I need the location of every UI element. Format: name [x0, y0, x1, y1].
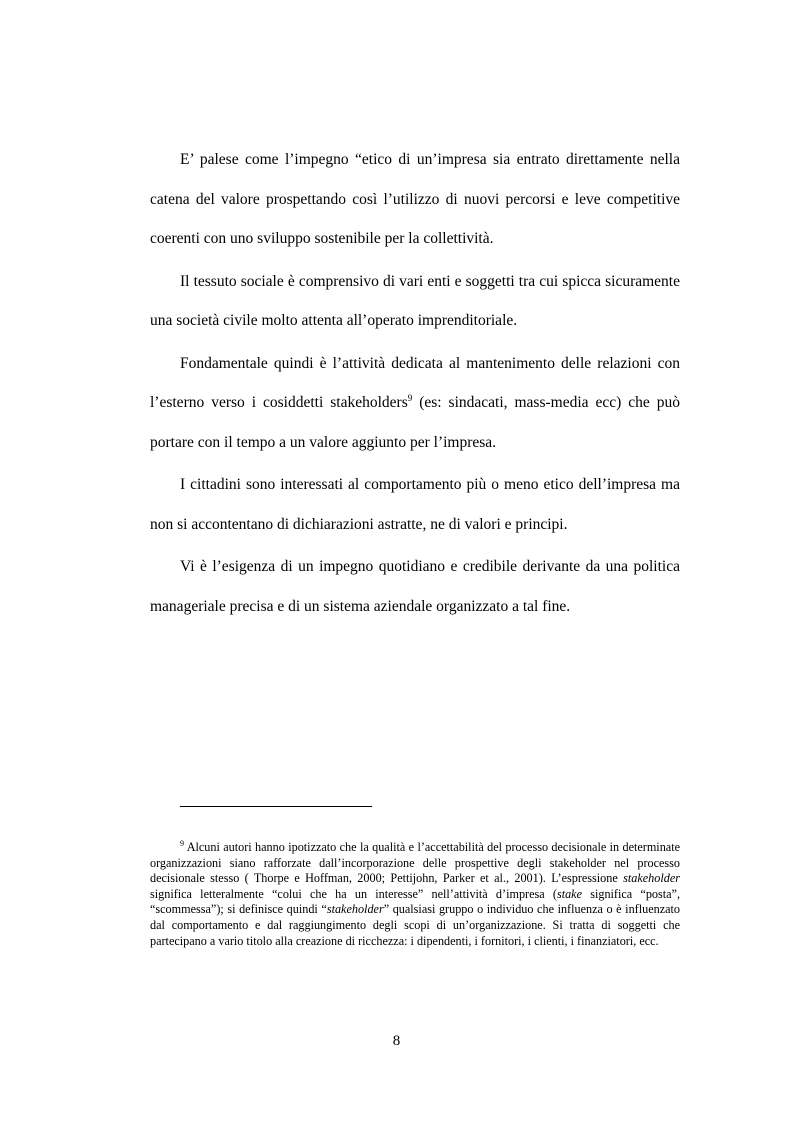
body-text	[150, 140, 680, 629]
paragraph-3-text-after: (es: sindacati, mass-media ecc) che può portare con il tempo a un valore aggiunto per l’impresa.	[150, 394, 680, 451]
footnote-emphasis: stake	[556, 886, 582, 901]
footnote-text	[150, 840, 680, 949]
footnote-text-part: ” qualsiasi gruppo o individuo che influenza o è influenzato dal comportamento e dal raggiungimento degli scopi di un’organizzazione. Si tratta di soggetti che partecipano a vario titolo alla creazione di ricchezza: i dipendenti, i fornitori, i clienti, i finanziatori, ecc.	[150, 902, 681, 948]
footnote-text-part: significa letteralmente “colui che ha un interesse” nell’attività d’impresa (	[150, 886, 557, 901]
paragraph-5: Vi è l’esigenza di un impegno quotidiano e credibile derivante da una politica manageriale precisa e di un sistema aziendale organizzato a tal fine.	[150, 558, 680, 615]
footnote-text-part: significa “posta”, “scommessa”); si definisce quindi “	[150, 886, 680, 917]
footnote-emphasis: stakeholder	[326, 902, 384, 917]
paragraph-1: E’ palese come l’impegno “etico di un’impresa sia entrato direttamente nella catena del valore prospettando così l’utilizzo di nuovi percorsi e leve competitive coerenti con uno sviluppo sostenibile per la collettività.	[150, 151, 680, 247]
footnote	[150, 840, 680, 949]
paragraph-3-text-before: Fondamentale quindi è l’attività dedicata al mantenimento delle relazioni con l’esterno verso i cosiddetti stakeholders	[150, 354, 680, 411]
paragraph-4: I cittadini sono interessati al comportamento più o meno etico dell’impresa ma non si accontentano di dichiarazioni astratte, ne di valori e principi.	[150, 476, 680, 533]
footnote-separator	[180, 806, 372, 807]
page-number: 8	[392, 1033, 401, 1049]
paragraph-2: Il tessuto sociale è comprensivo di vari enti e soggetti tra cui spicca sicuramente una società civile molto attenta all’operato imprenditoriale.	[150, 272, 680, 329]
footnote-text-part: Alcuni autori hanno ipotizzato che la qualità e l’accettabilità del processo decisionale in determinate organizzazioni siano rafforzate dall’incorporazione delle prospettive degli stakeholder nel processo decisionale stesso ( Thorpe e Hoffman, 2000; Pettijohn, Parker et al., 2001). L’espressione	[150, 840, 680, 886]
footnote-emphasis: stakeholder	[623, 871, 680, 886]
footnote-reference: 9	[407, 393, 413, 403]
footnote-number: 9	[180, 839, 184, 848]
paragraph-3	[150, 344, 680, 463]
